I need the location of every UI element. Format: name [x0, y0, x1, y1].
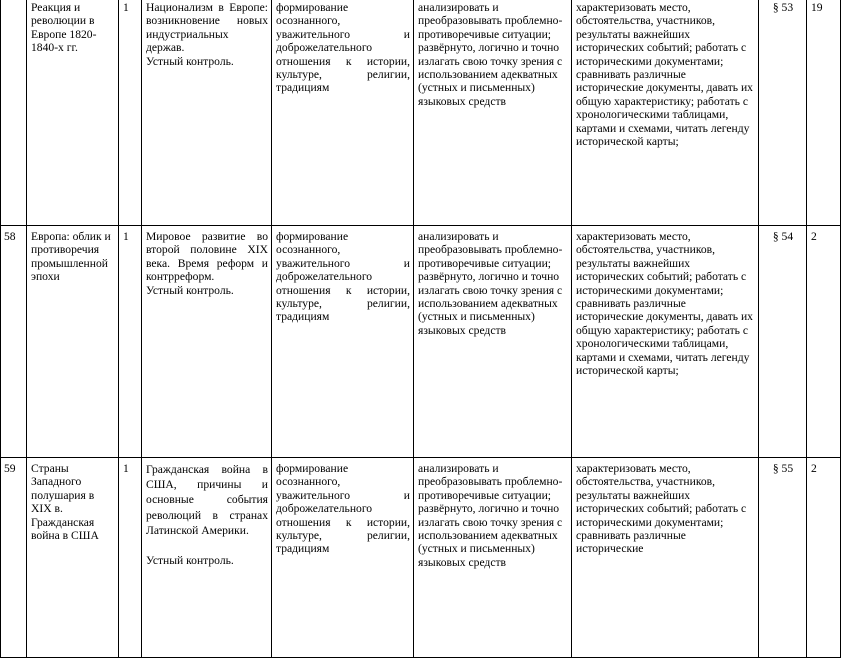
subject-results-cell: характеризовать место, обстоятельства, участников, результаты важнейших исторических событий; работать с историческими документами; сравнивать различные исторические документы, давать их общую характеристику; работать с хронологическими таблицами, картами и схемами, читать легенду исторической карты; — [572, 0, 759, 226]
lesson-content-cell: Гражданская война в США, причины и основные события революций в странах Латинской Америки. Устный контроль. — [142, 458, 272, 658]
metasubject-results-cell: анализировать и преобразовывать проблемно-противоречивые ситуации; развёрнуто, логично и точно излагать свою точку зрения с использованием адекватных (устных и письменных) языковых средств — [414, 458, 572, 658]
subject-results-cell: характеризовать место, обстоятельства, участников, результаты важнейших исторических событий; работать с историческими документами; сравнивать различные исторические — [572, 458, 759, 658]
extra-cell: 2 — [807, 458, 841, 658]
lesson-topic-cell: Реакция и революции в Европе 1820-1840-х гг. — [27, 0, 119, 226]
lesson-number-cell: 58 — [1, 226, 27, 458]
hours-cell: 1 — [119, 226, 142, 458]
extra-cell: 2 — [807, 226, 841, 458]
metasubject-results-cell: анализировать и преобразовывать проблемно-противоречивые ситуации; развёрнуто, логично и точно излагать свою точку зрения с использованием адекватных (устных и письменных) языковых средств — [414, 0, 572, 226]
hours-cell: 1 — [119, 458, 142, 658]
table-row — [1, 0, 841, 226]
paragraph-cell: § 53 — [759, 0, 807, 226]
lesson-topic-cell: Страны Западного полушария в XIX в. Гражданская война в США — [27, 458, 119, 658]
paragraph-cell: § 55 — [759, 458, 807, 658]
extra-cell: 19 — [807, 0, 841, 226]
lesson-content-cell: Национализм в Европе: возникновение новых индустриальных держав. Устный контроль. — [142, 0, 272, 226]
personal-results-cell: формирование осознанного, уважительного и доброжелательного отношения к истории, культуре, религии, традициям — [272, 458, 414, 658]
lesson-number-cell: 59 — [1, 458, 27, 658]
personal-results-cell: формирование осознанного, уважительного и доброжелательного отношения к истории, культуре, религии, традициям — [272, 0, 414, 226]
paragraph-cell: § 54 — [759, 226, 807, 458]
hours-cell: 1 — [119, 0, 142, 226]
lesson-content-cell: Мировое развитие во второй половине XIX века. Время реформ и контрреформ. Устный контроль. — [142, 226, 272, 458]
subject-results-cell: характеризовать место, обстоятельства, участников, результаты важнейших исторических событий; работать с историческими документами; сравнивать различные исторические документы, давать их общую характеристику; работать с хронологическими таблицами, картами и схемами, читать легенду исторической карты; — [572, 226, 759, 458]
personal-results-cell: формирование осознанного, уважительного и доброжелательного отношения к истории, культуре, религии, традициям — [272, 226, 414, 458]
metasubject-results-cell: анализировать и преобразовывать проблемно-противоречивые ситуации; развёрнуто, логично и точно излагать свою точку зрения с использованием адекватных (устных и письменных) языковых средств — [414, 226, 572, 458]
table-row — [1, 226, 841, 458]
lesson-number-cell — [1, 0, 27, 226]
lesson-topic-cell: Европа: облик и противоречия промышленной эпохи — [27, 226, 119, 458]
table-row — [1, 458, 841, 658]
